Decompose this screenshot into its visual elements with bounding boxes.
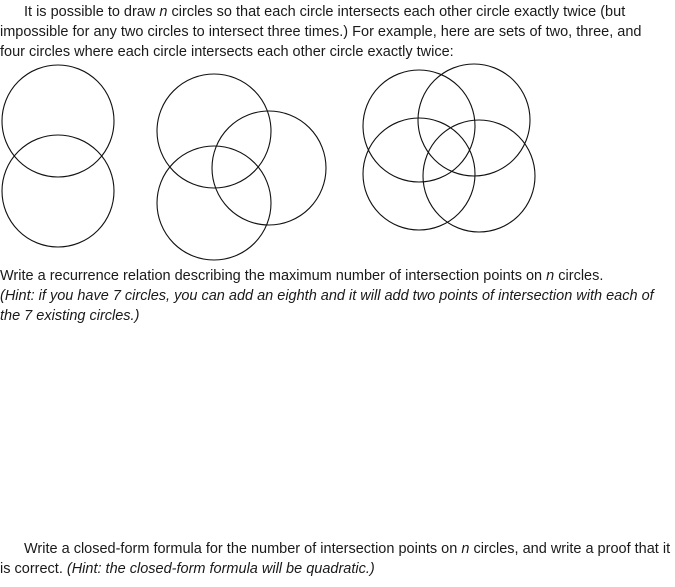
circle [157, 74, 271, 188]
four-circles-group [363, 64, 535, 232]
question1-text-1: Write a recurrence relation describing the maximum number of intersection points on [0, 268, 547, 284]
intro-text-2: circles so that each circle intersects each other circle exactly twice (but impossible for any two circles to intersect three times.) For example, here are sets of two, three, and four circles where each circle intersects each other circle exactly twice: [0, 4, 642, 60]
circle [2, 65, 114, 177]
recurrence-question [0, 266, 675, 326]
variable-n: n [159, 4, 168, 20]
closed-form-question [0, 539, 675, 579]
question1-text-2: circles. [554, 268, 604, 284]
question2-text-1: Write a closed-form formula for the number of intersection points on [24, 541, 462, 557]
circle [212, 111, 326, 225]
two-circles-group [2, 65, 114, 247]
three-circles-group [157, 74, 326, 260]
circle [157, 146, 271, 260]
variable-n: n [546, 268, 555, 284]
circle [363, 70, 475, 182]
question2-hint: (Hint: the closed-form formula will be quadratic.) [66, 561, 375, 577]
question2-text-2: circles, and write a proof that it is correct. [0, 541, 671, 577]
intro-paragraph [0, 2, 670, 62]
intro-text-1: It is possible to draw [24, 4, 160, 20]
circles-figure [0, 60, 560, 265]
variable-n: n [461, 541, 470, 557]
circle [2, 135, 114, 247]
question1-hint: (Hint: if you have 7 circles, you can add an eighth and it will add two points of intersection with each of the 7 existing circles.) [0, 288, 654, 324]
